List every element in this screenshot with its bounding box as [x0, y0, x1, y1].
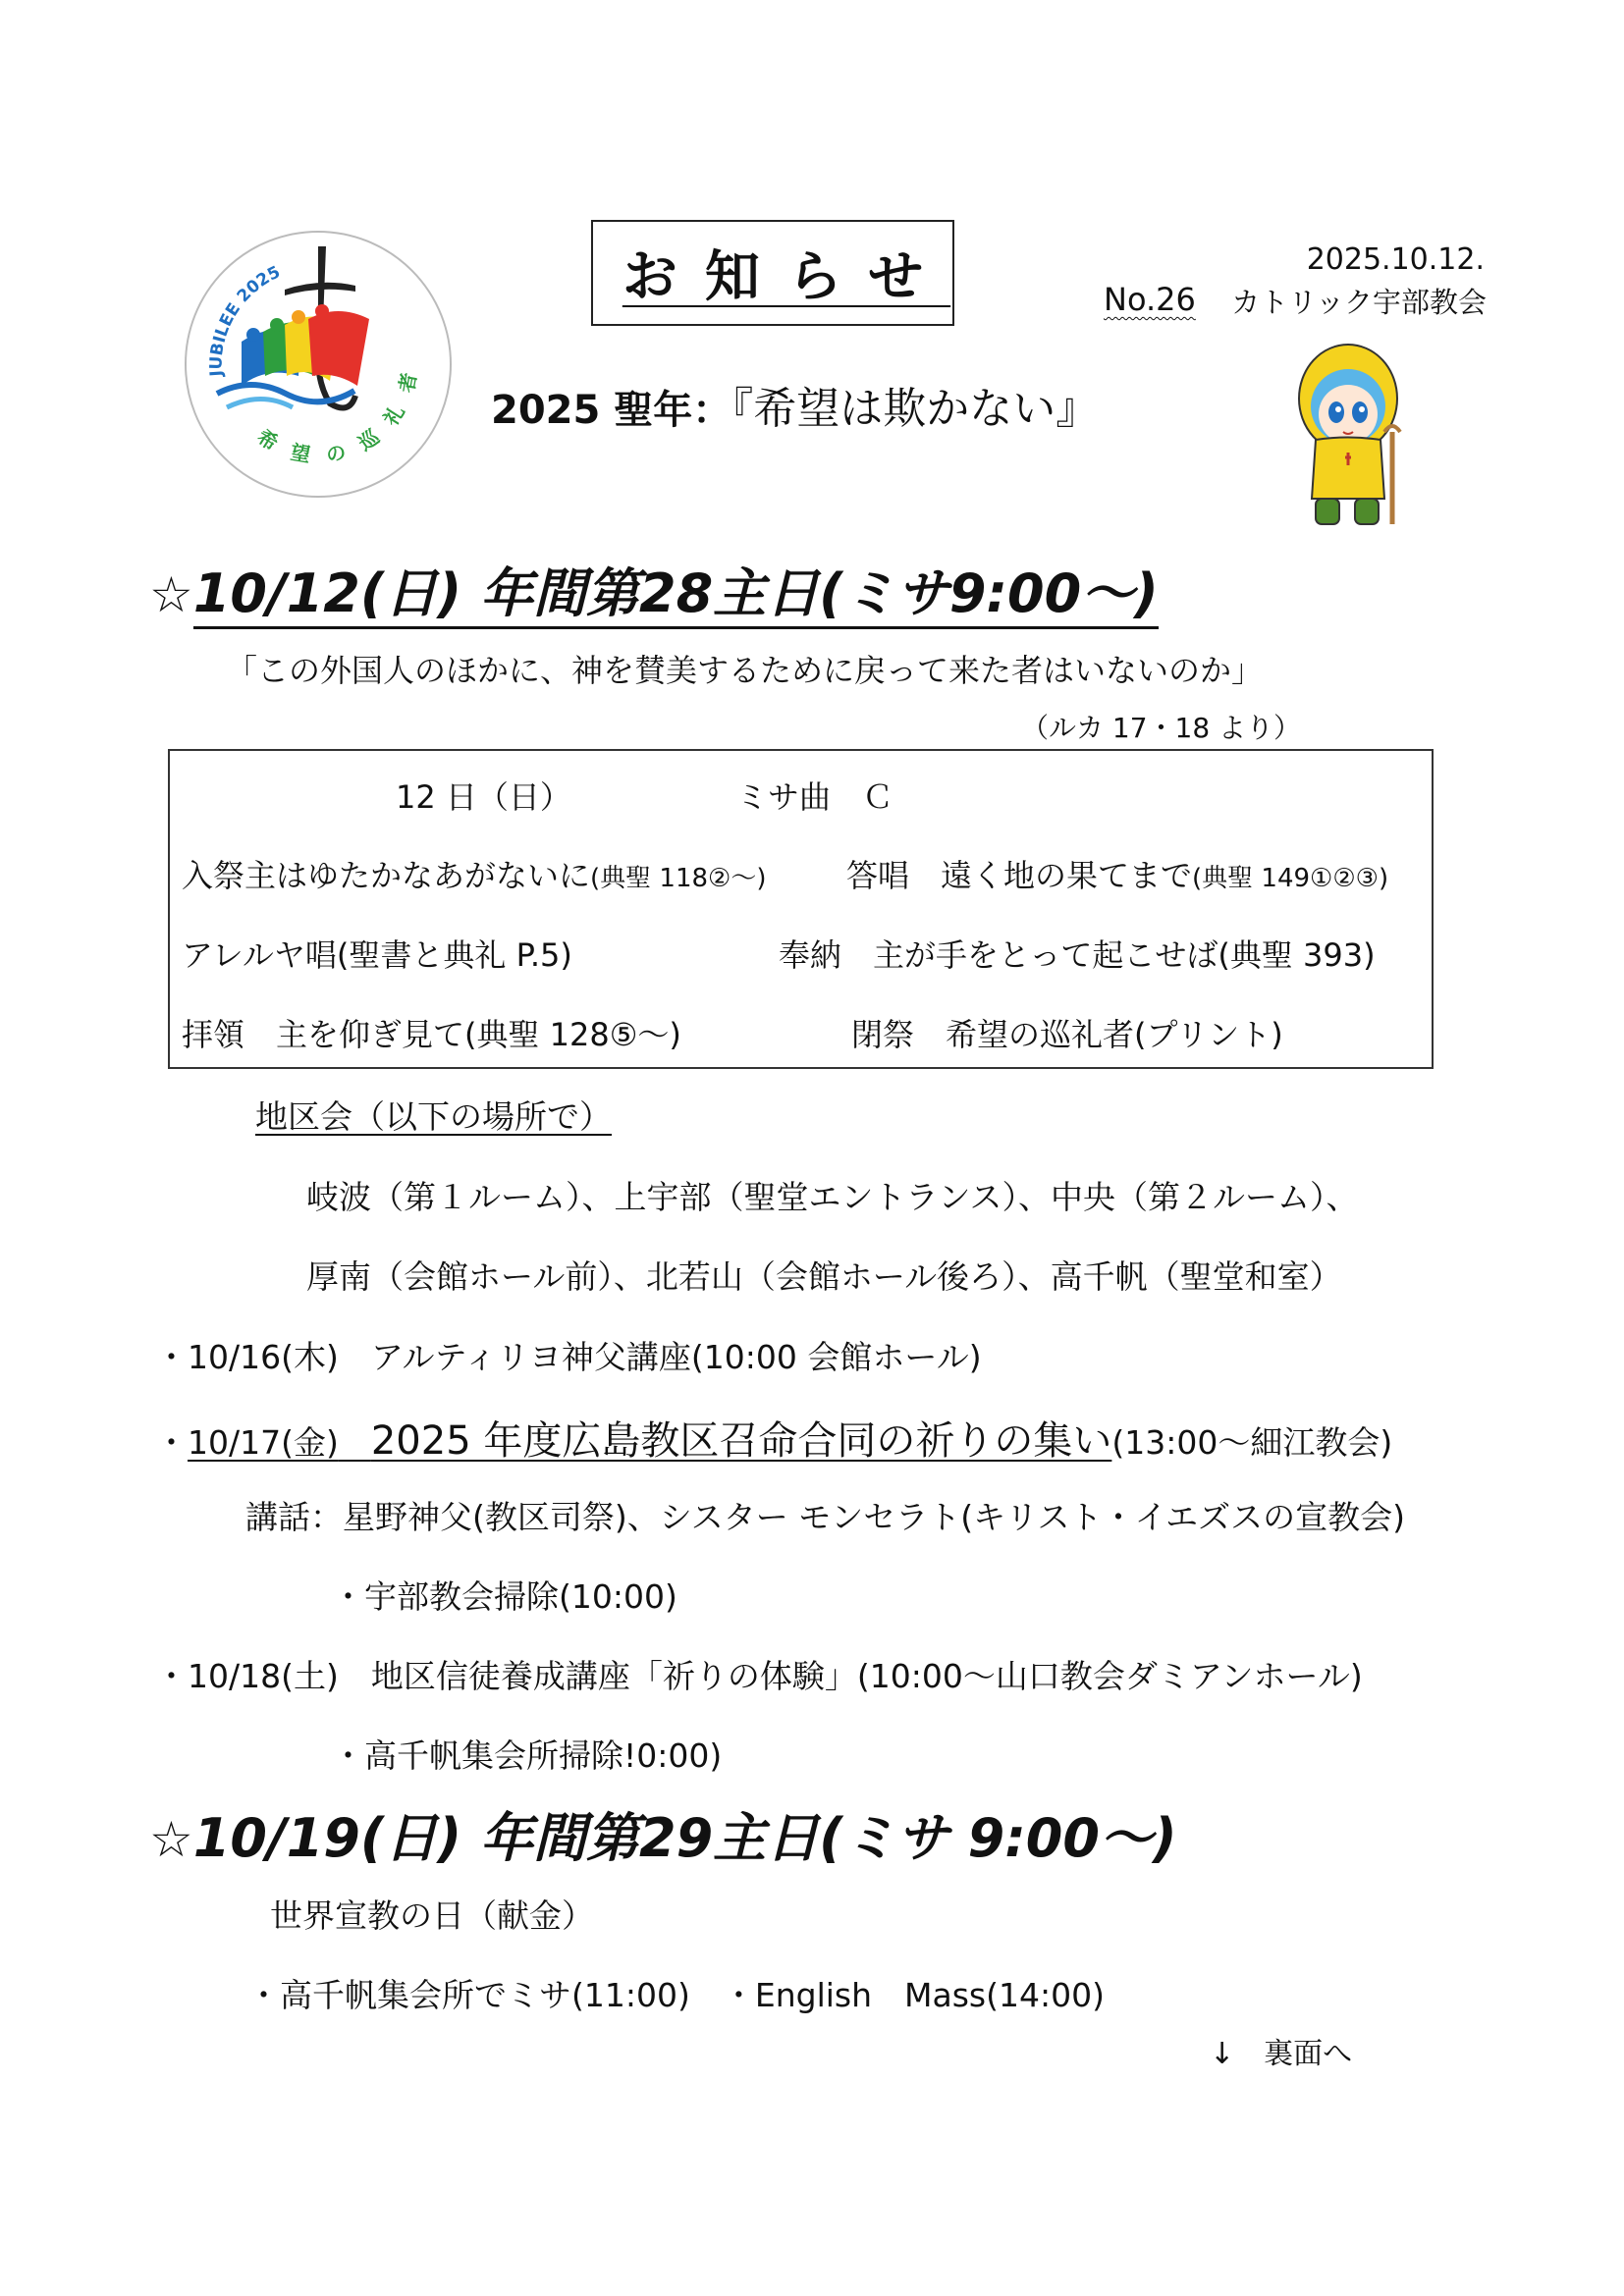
takachiho-cleaning: ・高千帆集会所掃除!0:00) — [332, 1736, 723, 1775]
closing-hymn: 閉祭 希望の巡礼者(プリント) — [851, 1016, 1283, 1053]
district-locations-line2: 厚南（会館ホール前）、北若山（会館ホール後ろ）、高千帆（聖堂和室） — [306, 1257, 1342, 1296]
hymn-day: 12 日（日） — [396, 778, 571, 816]
entrance-hymn: 入祭主はゆたかなあがないに(典聖 118②～) — [182, 857, 767, 894]
sunday1-heading-line — [149, 552, 1159, 627]
event-10-18: ・10/18(土) 地区信徒養成講座「祈りの体験」(10:00～山口教会ダミアンホール) — [155, 1657, 1363, 1695]
jubilee-theme: 『希望は欺かない』 — [731, 384, 1100, 434]
event-10-16: ・10/16(木) アルティリヨ神父講座(10:00 会館ホール) — [155, 1338, 982, 1376]
star-icon: ☆ — [149, 1811, 193, 1868]
issue-number: No.26 — [1104, 281, 1196, 318]
church-name: カトリック宇部教会 — [1231, 286, 1487, 319]
responsorial-psalm: 答唱 遠く地の果てまで(典聖 149①②③) — [846, 857, 1389, 894]
hymn-list-box — [168, 749, 1434, 1069]
sunday2-heading: 10/19(日) 年間第29主日(ミサ 9:00～) — [192, 1807, 1177, 1869]
sunday1-heading: 10/12(日) 年間第28主日(ミサ9:00～) — [193, 562, 1159, 629]
mass-setting: ミサ曲 Ｃ — [736, 778, 894, 816]
event-10-17-title: 10/17(金) 2025 年度広島教区召命合同の祈りの集い — [188, 1418, 1112, 1464]
issue-date: 2025.10.12. — [1306, 242, 1485, 277]
jubilee-2025-logo — [183, 229, 454, 500]
notice-title: お知らせ — [622, 245, 951, 309]
world-mission-day: 世界宣教の日（献金） — [270, 1896, 594, 1935]
communion-hymn: 拝領 主を仰ぎ見て(典聖 128⑤～) — [182, 1016, 681, 1053]
logo-text-bottom: 希 望 の 巡 礼 者 — [252, 364, 422, 468]
district-locations-line1: 岐波（第１ルーム）、上宇部（聖堂エントランス）、中央（第２ルーム）、 — [306, 1178, 1359, 1216]
ube-church-cleaning: ・宇部教会掃除(10:00) — [332, 1577, 677, 1616]
district-meeting-title: 地区会（以下の場所で） — [255, 1097, 612, 1136]
offertory-hymn: 奉納 主が手をとって起こせば(典聖 393) — [779, 936, 1376, 974]
star-icon: ☆ — [149, 566, 193, 623]
gospel-quote: 「この外国人のほかに、神を賛美するために戻って来た者はいないのか」 — [226, 652, 1264, 689]
continued-on-back: ↓ 裏面へ — [1210, 2037, 1353, 2071]
sunday2-masses: ・高千帆集会所でミサ(11:00) ・English Mass(14:00) — [247, 1976, 1105, 2014]
jubilee-year: 2025 聖年： — [491, 388, 732, 433]
notice-title-box — [591, 220, 954, 326]
sunday2-heading-line — [149, 1796, 1177, 1872]
logo-text-top: JUBILEE 2025 — [206, 262, 284, 378]
alleluia-hymn: アレルヤ唱(聖書と典礼 P.5) — [182, 936, 572, 974]
event-10-17-speakers: 講話：星野神父(教区司祭)、シスター モンセラト(キリスト・イエズスの宣教会) — [245, 1498, 1406, 1536]
event-10-17: ・10/17(金) 2025 年度広島教区召命合同の祈りの集い(13:00～細江教会) — [155, 1418, 1393, 1464]
jubilee-theme-line — [491, 373, 1099, 436]
gospel-source: （ルカ 17・18 より） — [1021, 712, 1302, 744]
pilgrim-mascot-illustration — [1294, 342, 1410, 530]
